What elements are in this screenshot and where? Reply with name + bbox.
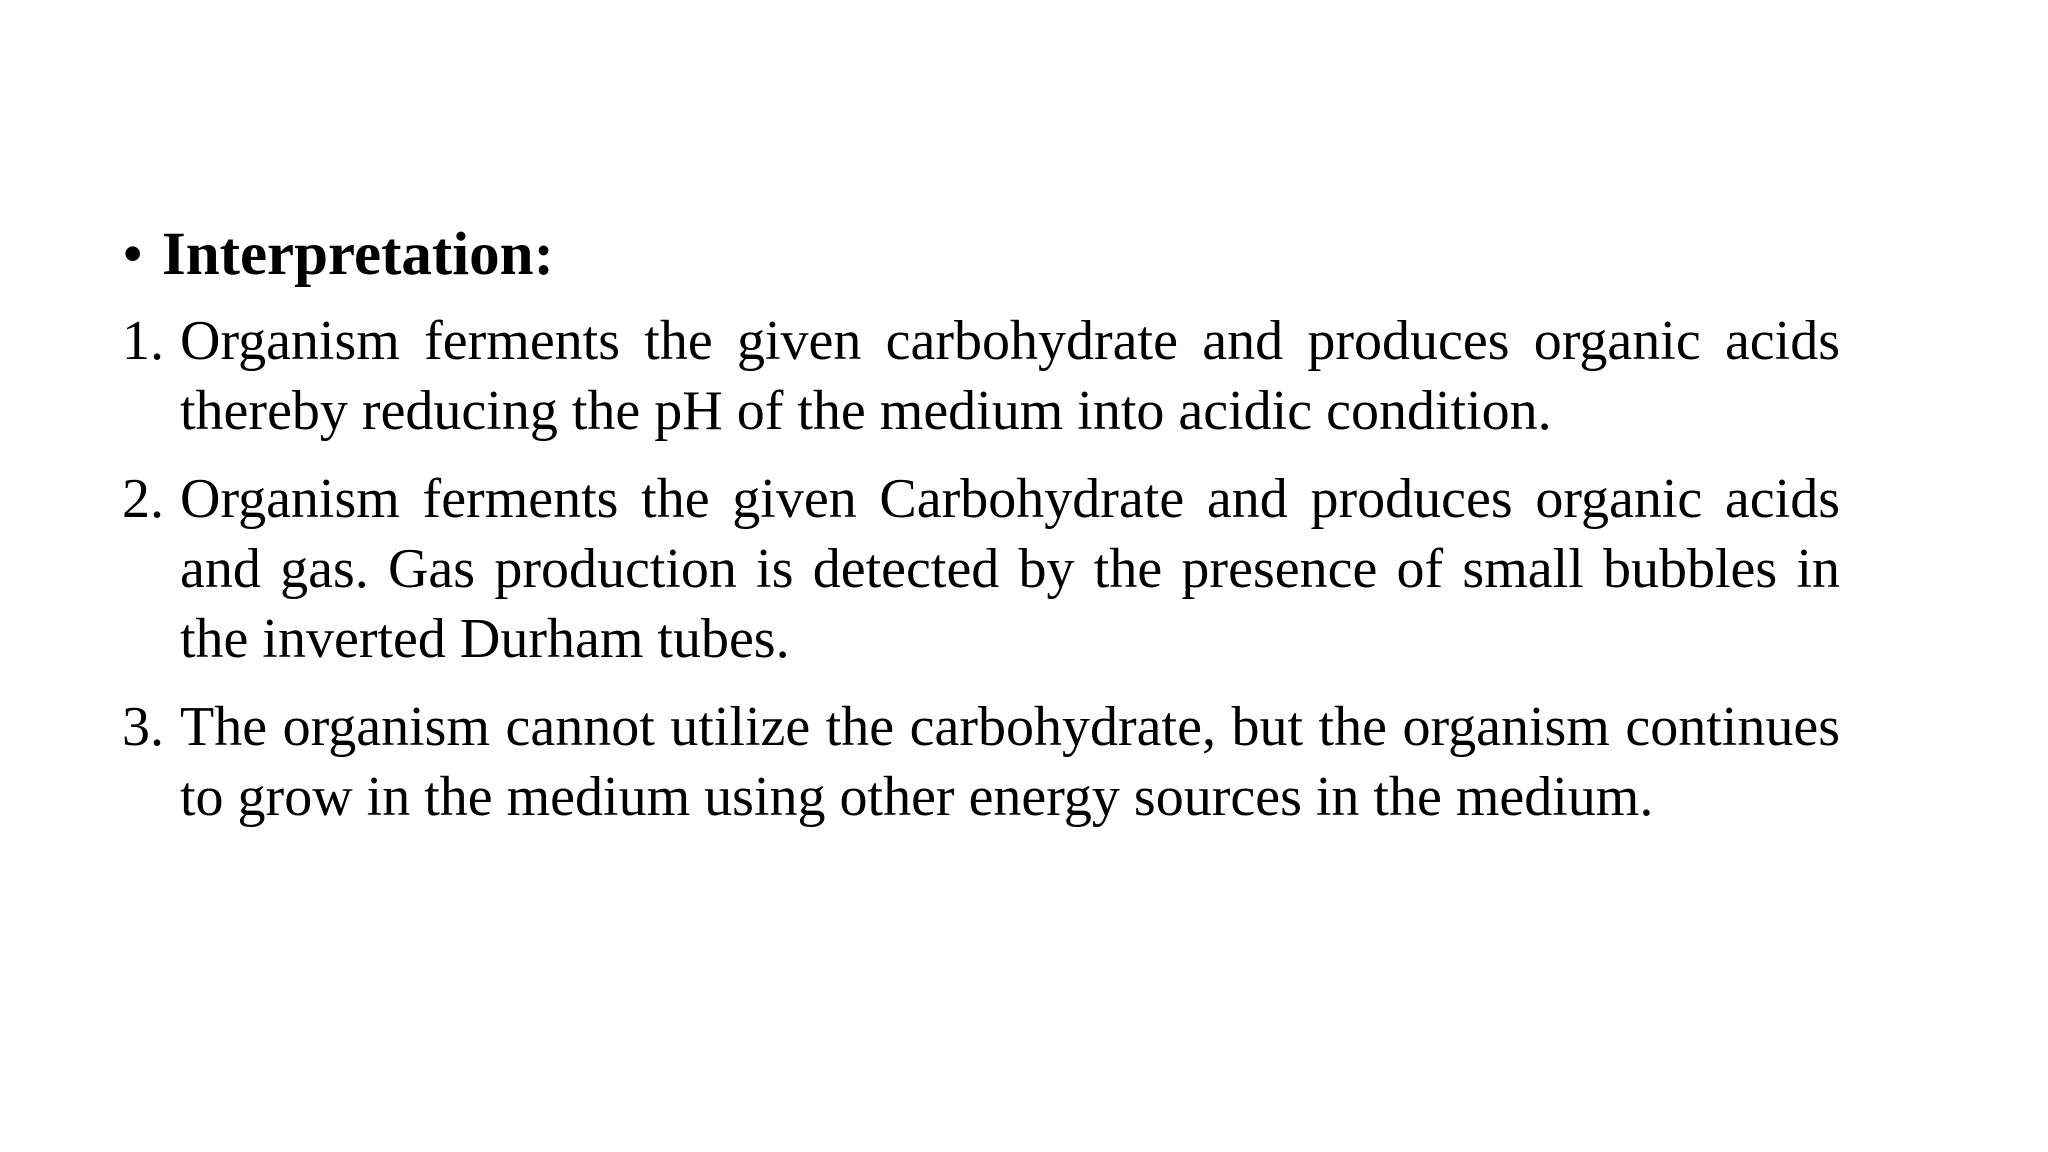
list-item-text: Organism ferments the given Carbohydrate and produces organic acids and gas. Gas production is detected by the presence of small bubbles in the inverted Durham tubes.	[180, 468, 1840, 670]
list-item-text: Organism ferments the given carbohydrate and produces organic acids thereby reducing the pH of the medium into acidic condition.	[180, 310, 1840, 442]
interpretation-heading: Interpretation:	[162, 221, 554, 288]
bullet-icon: •	[122, 221, 144, 288]
list-item-number: 2.	[122, 468, 164, 530]
list-item-2	[122, 464, 1840, 674]
list-item-3	[122, 692, 1840, 832]
list-item-number: 1.	[122, 310, 164, 372]
list-item-number: 3.	[122, 696, 164, 758]
list-item-text: The organism cannot utilize the carbohydrate, but the organism continues to grow in the medium using other energy sources in the medium.	[180, 696, 1840, 828]
slide-content	[122, 220, 1840, 850]
list-item-1	[122, 306, 1840, 446]
interpretation-heading-row	[122, 220, 1840, 290]
